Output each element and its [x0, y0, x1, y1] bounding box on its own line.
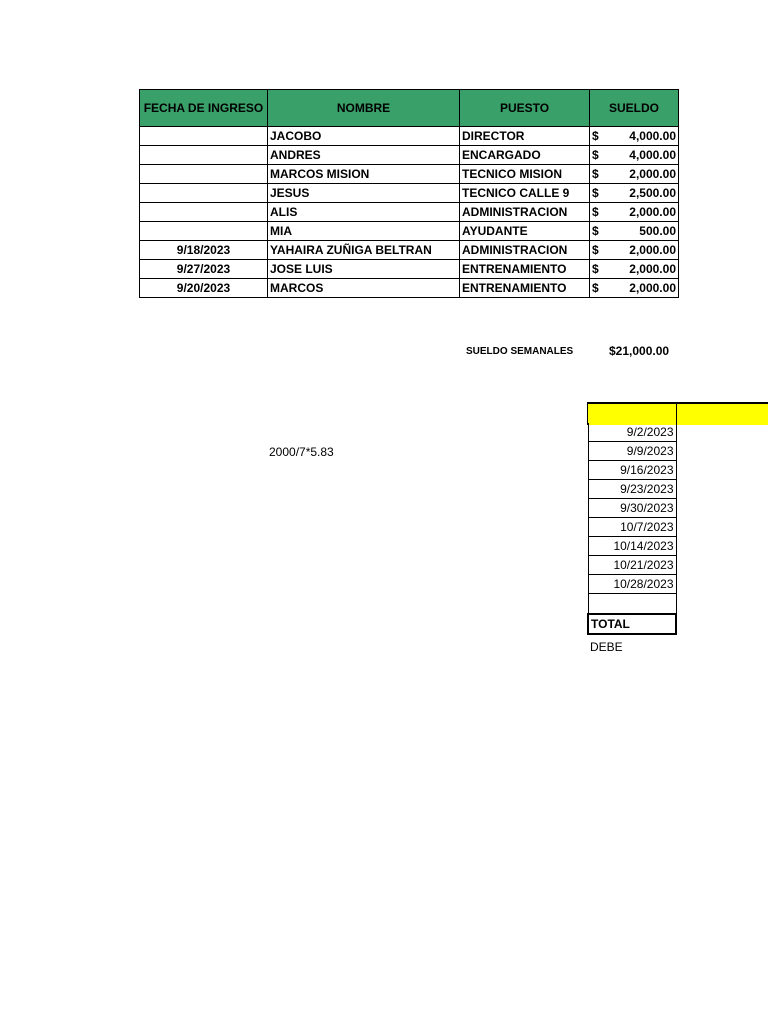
date-row [588, 575, 676, 594]
cell-fecha[interactable] [140, 222, 268, 241]
weekly-dates-column [587, 423, 677, 635]
weekly-salary-label[interactable]: SUELDO SEMANALES [466, 346, 574, 357]
cell-puesto[interactable]: ADMINISTRACION [460, 241, 590, 260]
cell-sueldo[interactable] [590, 260, 679, 279]
date-row [588, 499, 676, 518]
week-date-cell[interactable]: 9/16/2023 [588, 461, 676, 480]
salary-amount: 2,500.00 [629, 186, 676, 200]
currency-symbol: $ [592, 224, 599, 238]
cell-fecha[interactable]: 9/20/2023 [140, 279, 268, 298]
cell-nombre[interactable]: JOSE LUIS [268, 260, 460, 279]
table-row [140, 241, 679, 260]
cell-fecha[interactable]: 9/27/2023 [140, 260, 268, 279]
currency-symbol: $ [592, 262, 599, 276]
highlighted-cell-border [587, 404, 677, 425]
salary-amount: 2,000.00 [629, 262, 676, 276]
currency-symbol: $ [592, 148, 599, 162]
date-row [588, 480, 676, 499]
cell-nombre[interactable]: MARCOS [268, 279, 460, 298]
table-row [140, 127, 679, 146]
date-row [588, 537, 676, 556]
table-row [140, 184, 679, 203]
salary-amount: 2,000.00 [629, 205, 676, 219]
header-fecha-ingreso[interactable]: FECHA DE INGRESO [140, 90, 268, 127]
table-row [140, 203, 679, 222]
salary-amount: 4,000.00 [629, 129, 676, 143]
table-row [140, 165, 679, 184]
cell-puesto[interactable]: AYUDANTE [460, 222, 590, 241]
employee-table-body [140, 127, 679, 298]
cell-nombre[interactable]: JESUS [268, 184, 460, 203]
highlighted-cell[interactable] [587, 402, 768, 425]
table-header-row [140, 90, 679, 127]
salary-amount: 2,000.00 [629, 167, 676, 181]
cell-fecha[interactable] [140, 184, 268, 203]
currency-symbol: $ [592, 186, 599, 200]
cell-puesto[interactable]: ADMINISTRACION [460, 203, 590, 222]
header-nombre[interactable]: NOMBRE [268, 90, 460, 127]
cell-sueldo[interactable] [590, 184, 679, 203]
table-row [140, 260, 679, 279]
week-date-cell[interactable]: 10/7/2023 [588, 518, 676, 537]
cell-sueldo[interactable] [590, 279, 679, 298]
total-row [588, 614, 676, 634]
cell-fecha[interactable] [140, 146, 268, 165]
date-row [588, 442, 676, 461]
table-row [140, 146, 679, 165]
week-date-cell[interactable]: 9/23/2023 [588, 480, 676, 499]
cell-puesto[interactable]: ENTRENAMIENTO [460, 279, 590, 298]
total-label-cell[interactable]: TOTAL [588, 614, 676, 634]
date-row [588, 423, 676, 442]
cell-nombre[interactable]: YAHAIRA ZUÑIGA BELTRAN [268, 241, 460, 260]
currency-symbol: $ [592, 243, 599, 257]
date-row [588, 518, 676, 537]
salary-amount: 2,000.00 [629, 243, 676, 257]
weekly-dates-body [588, 423, 676, 634]
weekly-salary-total[interactable]: $21,000.00 [609, 344, 670, 358]
cell-fecha[interactable] [140, 127, 268, 146]
table-row [140, 279, 679, 298]
cell-puesto[interactable]: ENCARGADO [460, 146, 590, 165]
cell-puesto[interactable]: TECNICO CALLE 9 [460, 184, 590, 203]
header-puesto[interactable]: PUESTO [460, 90, 590, 127]
salary-amount: 500.00 [639, 224, 676, 238]
currency-symbol: $ [592, 281, 599, 295]
employee-table [139, 89, 679, 298]
cell-nombre[interactable]: MARCOS MISION [268, 165, 460, 184]
cell-sueldo[interactable] [590, 127, 679, 146]
debe-label[interactable]: DEBE [590, 640, 623, 654]
cell-nombre[interactable]: ANDRES [268, 146, 460, 165]
cell-sueldo[interactable] [590, 203, 679, 222]
cell-puesto[interactable]: TECNICO MISION [460, 165, 590, 184]
week-date-cell[interactable]: 9/30/2023 [588, 499, 676, 518]
week-date-cell[interactable]: 10/28/2023 [588, 575, 676, 594]
date-row [588, 556, 676, 575]
cell-puesto[interactable]: DIRECTOR [460, 127, 590, 146]
cell-nombre[interactable]: JACOBO [268, 127, 460, 146]
date-row [588, 461, 676, 480]
week-date-cell[interactable]: 10/14/2023 [588, 537, 676, 556]
salary-amount: 4,000.00 [629, 148, 676, 162]
cell-fecha[interactable]: 9/18/2023 [140, 241, 268, 260]
table-row [140, 222, 679, 241]
date-row [588, 594, 676, 615]
currency-symbol: $ [592, 129, 599, 143]
cell-nombre[interactable]: MIA [268, 222, 460, 241]
week-date-cell[interactable]: 9/9/2023 [588, 442, 676, 461]
cell-sueldo[interactable] [590, 146, 679, 165]
formula-note[interactable]: 2000/7*5.83 [269, 445, 334, 459]
cell-sueldo[interactable] [590, 165, 679, 184]
cell-fecha[interactable] [140, 203, 268, 222]
header-sueldo[interactable]: SUELDO [590, 90, 679, 127]
cell-nombre[interactable]: ALIS [268, 203, 460, 222]
currency-symbol: $ [592, 167, 599, 181]
salary-amount: 2,000.00 [629, 281, 676, 295]
cell-sueldo[interactable] [590, 241, 679, 260]
empty-cell[interactable] [588, 594, 676, 615]
cell-sueldo[interactable] [590, 222, 679, 241]
cell-fecha[interactable] [140, 165, 268, 184]
week-date-cell[interactable]: 10/21/2023 [588, 556, 676, 575]
cell-puesto[interactable]: ENTRENAMIENTO [460, 260, 590, 279]
currency-symbol: $ [592, 205, 599, 219]
week-date-cell[interactable]: 9/2/2023 [588, 423, 676, 442]
